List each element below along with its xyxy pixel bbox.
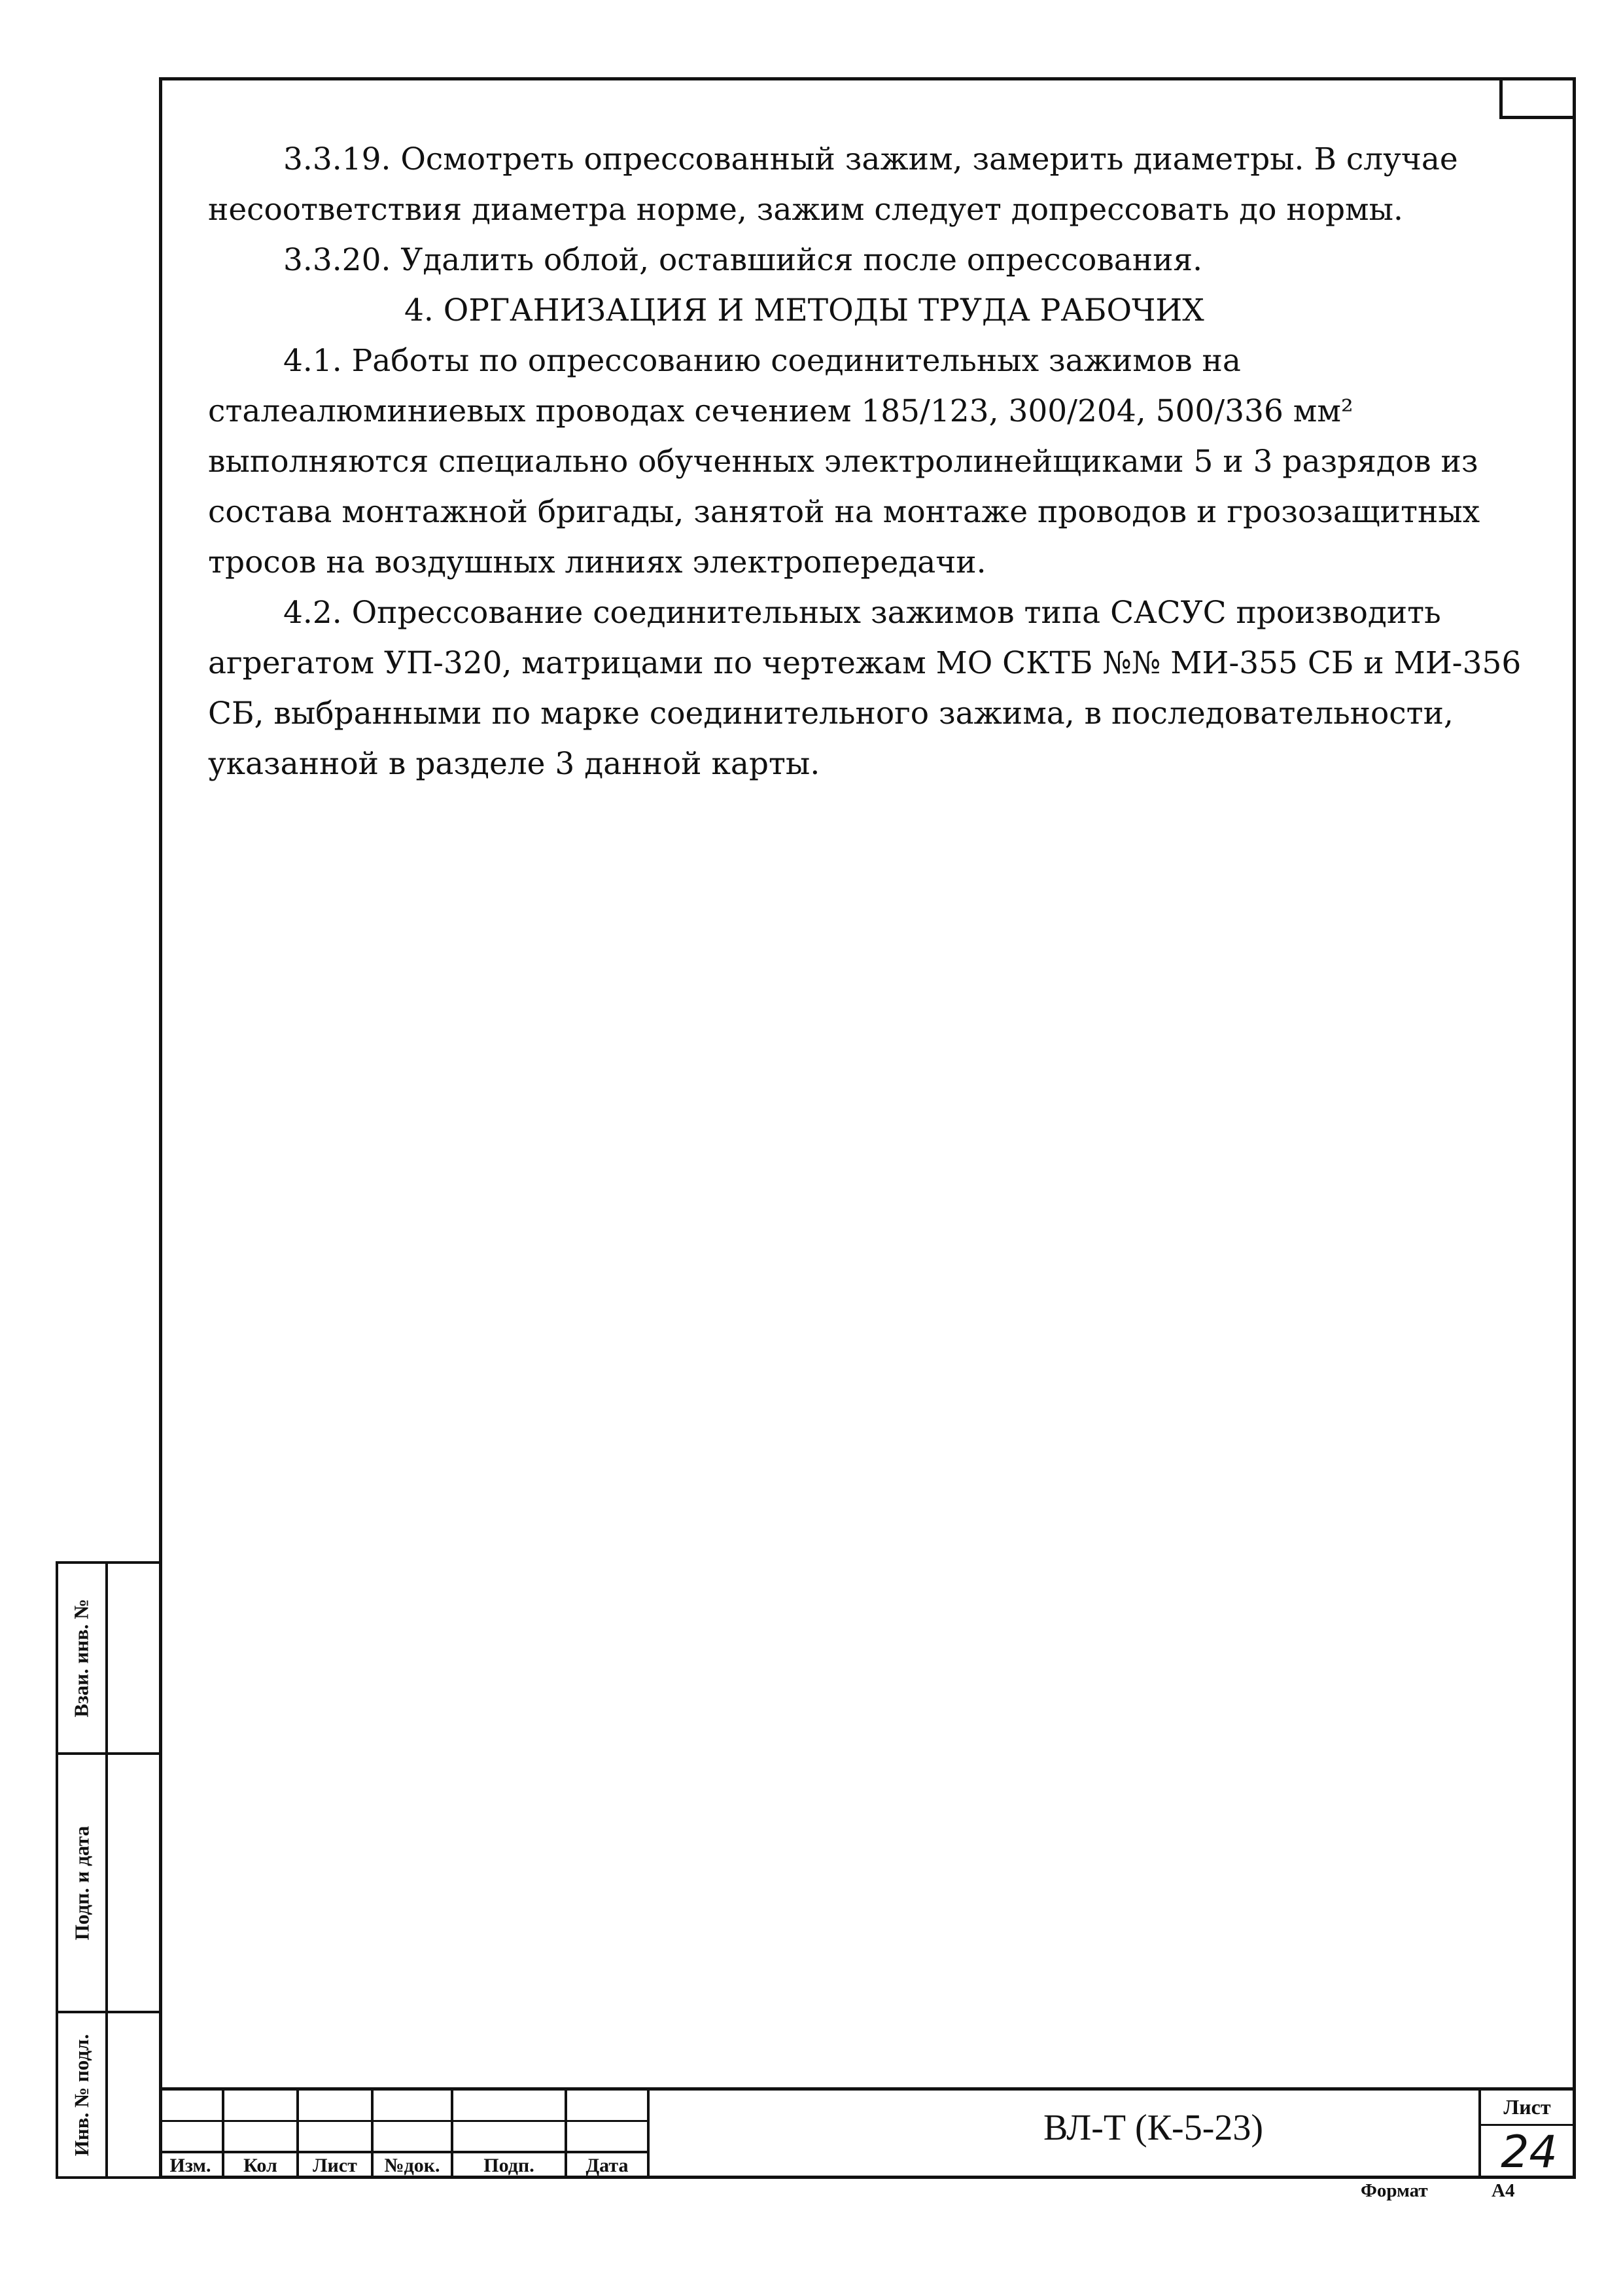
side-stamp-inv-replace — [56, 1561, 159, 1755]
col-ndok: №док. — [384, 2154, 440, 2176]
document-code: ВЛ-Т (К-5-23) — [1043, 2108, 1263, 2148]
paragraph-3-3-20: 3.3.20. Удалить облой, оставшийся после опрессования. — [283, 242, 1203, 278]
side-stamp-inv-original — [56, 2013, 159, 2179]
paragraph-4-2: 4.2. Опрессование соединительных зажимов типа САСУС производить агрегатом УП-320, матрицами по чертежам МО СКТБ №№ МИ-355 СБ и МИ-356 СБ, выбранными по марке соединительного зажима, в последовательности, указанной в разделе 3 данной карты. — [208, 595, 1522, 782]
corner-box — [1499, 77, 1576, 119]
col-data: Дата — [585, 2154, 629, 2176]
title-block-sheet-line — [1478, 2124, 1576, 2126]
section-heading: 4. ОРГАНИЗАЦИЯ И МЕТОДЫ ТРУДА РАБОЧИХ — [404, 292, 1204, 328]
sheet-label: Лист — [1503, 2095, 1551, 2119]
side-label-inv-replace: Взаи. инв. № — [70, 1598, 93, 1718]
col-list: Лист — [313, 2154, 357, 2176]
col-izm: Изм. — [169, 2154, 211, 2176]
col-podp: Подп. — [483, 2154, 534, 2176]
title-block-row-line — [159, 2120, 650, 2122]
paragraph-4-1: 4.1. Работы по опрессованию соединительных зажимов на сталеалюминиевых проводах сечением 185/123, 300/204, 500/336 мм² выполняются специально обученных электролинейщиками 5 и 3 разрядов из состава монтажной бригады, занятой на монтаже проводов и грозозащитных тросов на воздушных линиях электропередачи. — [208, 343, 1480, 580]
format-value: А4 — [1492, 2180, 1515, 2201]
sheet-number: 24 — [1501, 2127, 1558, 2178]
title-block-divider — [647, 2087, 650, 2179]
side-stamp-sign-date — [56, 1755, 159, 2013]
side-label-sign-date: Подп. и дата — [70, 1826, 94, 1940]
col-kol: Кол — [243, 2154, 277, 2176]
side-label-inv-original: Инв. № подл. — [70, 2034, 94, 2156]
format-label: Формат — [1361, 2180, 1428, 2201]
paragraph-3-3-19: 3.3.19. Осмотреть опрессованный зажим, замерить диаметры. В случае несоответствия диаметра норме, зажим следует допрессовать до нормы. — [208, 141, 1458, 228]
document-body — [208, 134, 1556, 789]
